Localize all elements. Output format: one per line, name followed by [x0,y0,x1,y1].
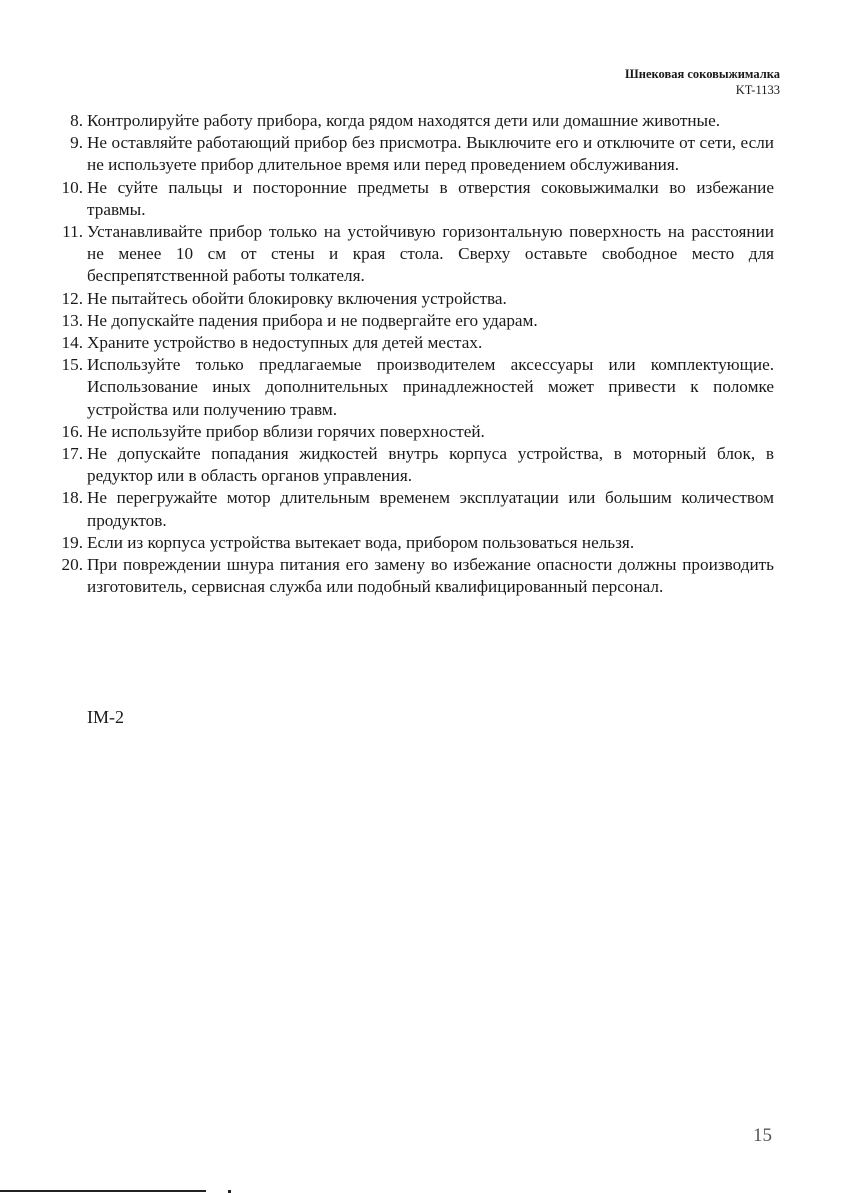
item-text: При повреждении шнура питания его замену во избежание опасности должны производить изготовитель, сервисная служба или подобный квалифицированный персонал. [87,555,774,597]
item-number: 10. [61,177,83,197]
list-item [30,177,774,221]
footer-rule [0,1190,206,1192]
item-text: Не допускайте падения прибора и не подвергайте его ударам. [87,310,538,330]
item-text: Храните устройство в недоступных для детей местах. [87,333,483,353]
list-item [30,554,774,598]
item-number: 16. [61,421,83,441]
page-number: 15 [753,1125,772,1146]
item-number: 14. [61,333,83,353]
item-text: Не используйте прибор вблизи горячих поверхностей. [87,421,485,441]
item-number: 8. [70,111,83,130]
list-item [30,221,774,288]
item-number: 15. [61,355,83,375]
item-text: Не допускайте попадания жидкостей внутрь корпуса устройства, в моторный блок, в редуктор или в область органов управления. [87,444,774,486]
item-number: 17. [61,444,83,464]
item-number: 13. [61,310,83,330]
list-item [30,532,774,554]
item-text: Если из корпуса устройства вытекает вода, прибором пользоваться нельзя. [87,532,635,552]
model-number: KT-1133 [735,83,780,97]
list-item [30,288,774,310]
list-item [30,310,774,332]
item-text: Не суйте пальцы и посторонние предметы в отверстия соковыжималки во избежание травмы. [87,177,774,219]
list-item [30,110,774,132]
document-code: IM-2 [87,707,124,727]
item-text: Устанавливайте прибор только на устойчивую горизонтальную поверхность на расстоянии не менее 10 см от стены и края стола. Сверху оставьте свободное место для беспрепятственной работы толкателя. [87,222,774,286]
item-number: 11. [62,222,83,242]
item-text: Не пытайтесь обойти блокировку включения устройства. [87,288,507,308]
list-item [30,132,774,176]
list-item [30,487,774,531]
item-number: 20. [61,555,83,575]
list-item [30,421,774,443]
item-number: 9. [70,133,83,153]
item-number: 19. [61,532,83,552]
item-text: Используйте только предлагаемые производителем аксессуары или комплектующие. Использование иных дополнительных принадлежностей может привести к поломке устройства или получению травм. [87,355,774,419]
list-item [30,354,774,421]
item-number: 12. [61,288,83,308]
item-text: Не оставляйте работающий прибор без присмотра. Выключите его и отключите от сети, если не используете прибор длительное время или перед проведением обслуживания. [87,133,774,175]
list-item [30,332,774,354]
item-number: 18. [61,488,83,508]
product-name: Шнековая соковыжималка [625,67,780,81]
running-header [625,66,780,98]
safety-instructions-list [30,110,774,598]
item-text: Не перегружайте мотор длительным временем эксплуатации или большим количеством продуктов. [87,488,774,530]
item-text: Контролируйте работу прибора, когда рядом находятся дети или домашние животные. [87,111,721,130]
list-item [30,443,774,487]
